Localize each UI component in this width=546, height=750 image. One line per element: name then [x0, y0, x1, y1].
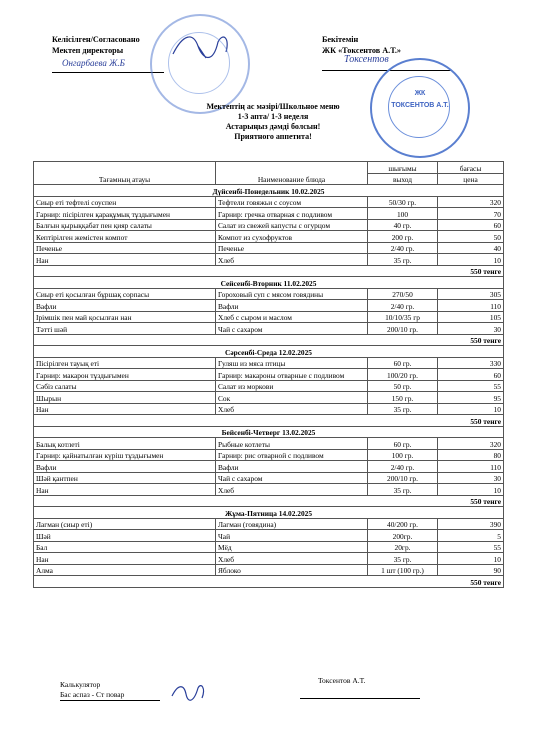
dish-output: 40 гр.	[368, 219, 438, 231]
dish-name-kz: Сиыр еті тефтелі соуспен	[34, 196, 216, 208]
dish-price: 95	[438, 392, 504, 404]
dish-output: 35 гр.	[368, 403, 438, 415]
dish-name-ru: Рыбные котлеты	[216, 438, 368, 450]
dish-name-ru: Сок	[216, 392, 368, 404]
table-row	[34, 254, 504, 266]
title-line-2: 1-3 апта/ 1-3 неделя	[237, 112, 309, 121]
dish-output: 200/10 гр.	[368, 472, 438, 484]
day-total: 550 тенге	[34, 576, 504, 588]
approval-block-left	[52, 34, 140, 56]
dish-name-ru: Мёд	[216, 541, 368, 553]
owner-signature-name: Токсентов	[344, 54, 389, 65]
dish-name-kz: Нан	[34, 254, 216, 266]
day-title: Сейсенбі-Вторник 11.02.2025	[34, 277, 504, 289]
dish-name-ru: Гарнир: макароны отварные с подливом	[216, 369, 368, 381]
stamp-small-text: ЖК	[414, 90, 426, 97]
dish-name-kz: Гарнир: пісірілген қарақұмық тұздығымен	[34, 208, 216, 220]
approved-label: Келісілген/Согласовано	[52, 35, 140, 44]
dish-output: 35 гр.	[368, 254, 438, 266]
table-row	[34, 392, 504, 404]
table-row	[34, 530, 504, 542]
dish-name-ru: Хлеб	[216, 553, 368, 565]
dish-name-ru: Тефтели говяжьи с соусом	[216, 196, 368, 208]
table-row	[34, 449, 504, 461]
dish-name-ru: Яблоко	[216, 564, 368, 576]
dish-name-ru: Лагман (говядина)	[216, 518, 368, 530]
table-row	[34, 311, 504, 323]
dish-price: 55	[438, 380, 504, 392]
dish-name-kz: Тәтті шәй	[34, 323, 216, 335]
day-total-row	[34, 334, 504, 346]
dish-name-ru: Салат из свежей капусты с огурцом	[216, 219, 368, 231]
dish-output: 150 гр.	[368, 392, 438, 404]
dish-output: 35 гр.	[368, 553, 438, 565]
day-total: 550 тенге	[34, 415, 504, 427]
dish-price: 10	[438, 254, 504, 266]
dish-price: 80	[438, 449, 504, 461]
table-row	[34, 564, 504, 576]
calculator-label: Калькулятор	[60, 680, 101, 689]
table-row	[34, 323, 504, 335]
dish-name-kz: Балық котлеті	[34, 438, 216, 450]
dish-name-ru: Хлеб	[216, 484, 368, 496]
title-line-4: Приятного аппетита!	[234, 132, 312, 141]
dish-price: 110	[438, 300, 504, 312]
table-row	[34, 357, 504, 369]
dish-name-kz: Балғын қырыққабат пен қияр салаты	[34, 219, 216, 231]
day-header-row	[34, 185, 504, 197]
day-total-row	[34, 265, 504, 277]
dish-price: 30	[438, 472, 504, 484]
dish-name-ru: Чай	[216, 530, 368, 542]
dish-name-kz: Нан	[34, 484, 216, 496]
header-output-kz: шығымы	[368, 162, 438, 174]
dish-output: 60 гр.	[368, 438, 438, 450]
dish-name-kz: Печенье	[34, 242, 216, 254]
dish-name-ru: Вафли	[216, 300, 368, 312]
dish-name-kz: Пісірілген тауық еті	[34, 357, 216, 369]
dish-name-kz: Гарнир: макарон тұздығымен	[34, 369, 216, 381]
table-row	[34, 484, 504, 496]
dish-name-kz: Вафли	[34, 300, 216, 312]
director-signature-name: Онгарбаева Ж.Б	[62, 58, 125, 68]
dish-name-ru: Чай с сахаром	[216, 323, 368, 335]
dish-output: 200 гр.	[368, 231, 438, 243]
dish-name-ru: Хлеб	[216, 403, 368, 415]
table-row	[34, 438, 504, 450]
dish-name-kz: Кептірілген жемістен компот	[34, 231, 216, 243]
dish-price: 10	[438, 403, 504, 415]
table-row	[34, 553, 504, 565]
menu-titles	[0, 102, 546, 142]
dish-name-kz: Вафли	[34, 461, 216, 473]
dish-output: 2/40 гр.	[368, 242, 438, 254]
dish-name-kz: Сәбіз салаты	[34, 380, 216, 392]
day-title: Бейсенбі-Четверг 13.02.2025	[34, 426, 504, 438]
director-label: Мектеп директоры	[52, 46, 124, 55]
dish-price: 55	[438, 541, 504, 553]
table-row	[34, 472, 504, 484]
dish-name-kz: Алма	[34, 564, 216, 576]
dish-name-kz: Шәй қантпен	[34, 472, 216, 484]
dish-name-kz: Сиыр еті қосылған бұршақ сорпасы	[34, 288, 216, 300]
menu-table	[33, 161, 504, 588]
dish-price: 60	[438, 369, 504, 381]
day-title: Сәрсенбі-Среда 12.02.2025	[34, 346, 504, 358]
day-total: 550 тенге	[34, 495, 504, 507]
dish-name-ru: Компот из сухофруктов	[216, 231, 368, 243]
table-row	[34, 196, 504, 208]
dish-output: 60 гр.	[368, 357, 438, 369]
signature-line-left	[52, 72, 164, 73]
day-total: 550 тенге	[34, 265, 504, 277]
dish-price: 320	[438, 438, 504, 450]
dish-price: 5	[438, 530, 504, 542]
dish-output: 40/200 гр.	[368, 518, 438, 530]
dish-output: 2/40 гр.	[368, 300, 438, 312]
dish-output: 50/30 гр.	[368, 196, 438, 208]
table-row	[34, 208, 504, 220]
footer-left	[60, 680, 124, 700]
table-row	[34, 380, 504, 392]
dish-name-ru: Печенье	[216, 242, 368, 254]
day-total-row	[34, 415, 504, 427]
dish-price: 40	[438, 242, 504, 254]
dish-name-ru: Хлеб с сыром и маслом	[216, 311, 368, 323]
dish-output: 270/50	[368, 288, 438, 300]
dish-output: 100 гр.	[368, 449, 438, 461]
dish-price: 90	[438, 564, 504, 576]
dish-output: 50 гр.	[368, 380, 438, 392]
day-header-row	[34, 507, 504, 519]
footer-right-name: Токсентов А.Т.	[318, 676, 366, 685]
dish-name-ru: Гарнир: гречка отварная с подливом	[216, 208, 368, 220]
dish-name-ru: Чай с сахаром	[216, 472, 368, 484]
dish-name-kz: Нан	[34, 553, 216, 565]
chef-label: Бас аспаз - Ст повар	[60, 690, 125, 699]
table-row	[34, 242, 504, 254]
dish-output: 200/10 гр.	[368, 323, 438, 335]
day-title: Жұма-Пятница 14.02.2025	[34, 507, 504, 519]
school-stamp	[150, 14, 250, 114]
table-row	[34, 369, 504, 381]
dish-name-kz: Шырын	[34, 392, 216, 404]
dish-name-kz: Шәй	[34, 530, 216, 542]
stamp-name-text: ТОКСЕНТОВ А.Т.	[391, 102, 449, 109]
dish-output: 200гр.	[368, 530, 438, 542]
dish-name-kz: Бал	[34, 541, 216, 553]
dish-price: 30	[438, 323, 504, 335]
chef-signature	[168, 678, 214, 706]
table-row	[34, 219, 504, 231]
day-header-row	[34, 346, 504, 358]
table-row	[34, 541, 504, 553]
dish-name-ru: Вафли	[216, 461, 368, 473]
header-dish-kz: Тағамның атауы	[34, 162, 216, 185]
table-row	[34, 231, 504, 243]
header-dish-ru: Наименование блюда	[216, 162, 368, 185]
calc-signature-line	[60, 700, 160, 701]
title-line-3: Астарыңыз дәмді болсын!	[225, 122, 321, 131]
header-output-ru: выход	[368, 173, 438, 185]
day-title: Дүйсенбі-Понедельник 10.02.2025	[34, 185, 504, 197]
approve-label: Бекітемін	[322, 35, 359, 44]
dish-name-kz: Лагман (сиыр еті)	[34, 518, 216, 530]
dish-price: 105	[438, 311, 504, 323]
dish-output: 10/10/35 гр	[368, 311, 438, 323]
table-row	[34, 288, 504, 300]
dish-output: 100	[368, 208, 438, 220]
entrepreneur-label: ЖК «Токсентов А.Т.»	[322, 46, 401, 55]
table-row	[34, 300, 504, 312]
day-total: 550 тенге	[34, 334, 504, 346]
table-row	[34, 403, 504, 415]
dish-output: 1 шт (100 гр.)	[368, 564, 438, 576]
dish-price: 330	[438, 357, 504, 369]
dish-price: 60	[438, 219, 504, 231]
dish-output: 20гр.	[368, 541, 438, 553]
table-row	[34, 518, 504, 530]
day-total-row	[34, 495, 504, 507]
dish-name-kz: Ірімшік пен май қосылған нан	[34, 311, 216, 323]
day-total-row	[34, 576, 504, 588]
dish-price: 10	[438, 553, 504, 565]
header-price-ru: цена	[438, 173, 504, 185]
day-header-row	[34, 426, 504, 438]
dish-price: 320	[438, 196, 504, 208]
dish-name-ru: Гороховый суп с мясом говядины	[216, 288, 368, 300]
dish-name-ru: Гуляш из мяса птицы	[216, 357, 368, 369]
header-price-kz: бағасы	[438, 162, 504, 174]
footer-right-line	[300, 698, 420, 699]
dish-name-ru: Салат из моркови	[216, 380, 368, 392]
dish-output: 35 гр.	[368, 484, 438, 496]
table-row	[34, 461, 504, 473]
dish-price: 390	[438, 518, 504, 530]
dish-price: 70	[438, 208, 504, 220]
dish-name-kz: Нан	[34, 403, 216, 415]
day-header-row	[34, 277, 504, 289]
dish-name-ru: Гарнир: рис отварной с подливом	[216, 449, 368, 461]
dish-price: 305	[438, 288, 504, 300]
dish-price: 10	[438, 484, 504, 496]
dish-price: 50	[438, 231, 504, 243]
dish-output: 100/20 гр.	[368, 369, 438, 381]
dish-price: 110	[438, 461, 504, 473]
dish-name-ru: Хлеб	[216, 254, 368, 266]
title-line-1: Мектептің ас мәзірі/Школьное меню	[206, 102, 340, 111]
dish-output: 2/40 гр.	[368, 461, 438, 473]
dish-name-kz: Гарнир: қайнатылған күріш тұздығымен	[34, 449, 216, 461]
approval-block-right	[322, 34, 401, 56]
